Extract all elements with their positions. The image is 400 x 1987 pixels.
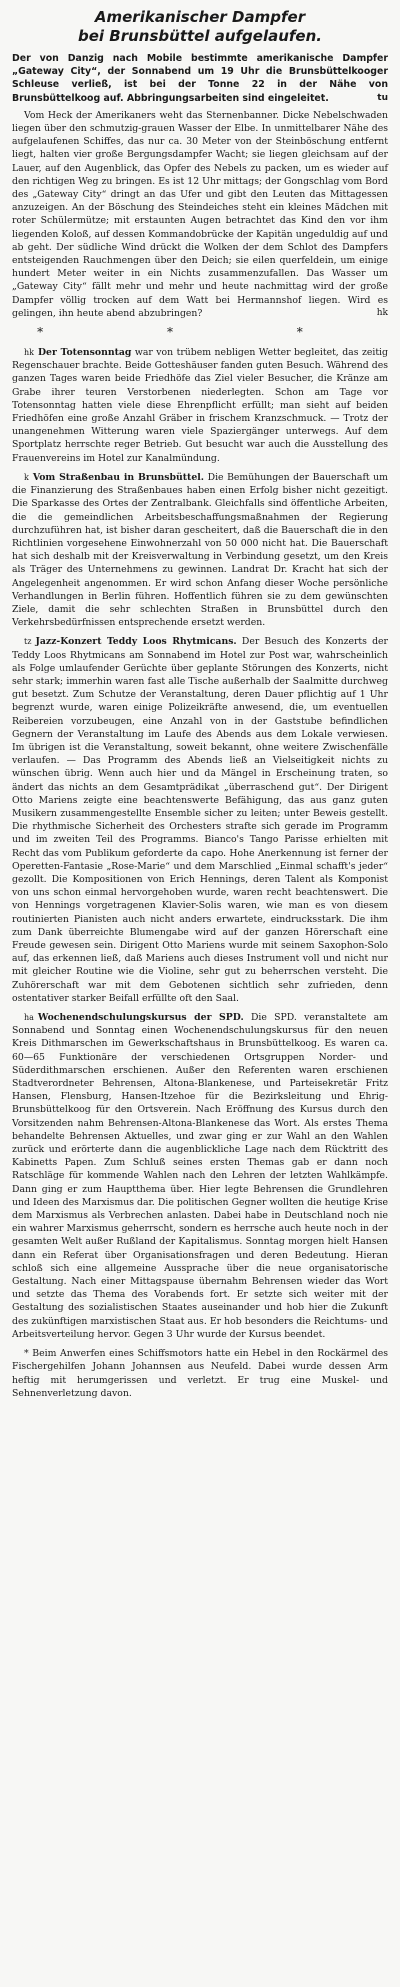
section-spd-kursus (12, 1011, 388, 1341)
article-title-line2: bei Brunsbüttel aufgelaufen. (78, 27, 322, 45)
article-body (12, 109, 388, 320)
article-body-sign: hk (376, 307, 388, 318)
section-schiffsmotor (12, 1347, 388, 1400)
section-heading: Jazz-Konzert Teddy Loos Rhytmicans. (35, 636, 237, 648)
article-body-text: Vom Heck der Amerikaners weht das Sternenbanner. Dicke Nebelschwaden liegen über den schmutzig-grauen Wasser der Elbe. In unmittelbarer Nähe des aufgelaufenen Schiffes, das nur ca. 30 Meter von der Steinböschung entfernt liegt, halten vier große Bergungsdampfer Wacht; sie liegen gleichsam auf der Lauer, auf den Augenblick, das Opfer des Nebels zu packen, um es wieder auf den richtigen Weg zu bringen. Es ist 12 Uhr mittags; der Gongschlag vom Bord des „Gateway City“ dringt an das Ufer und gibt den Leuten das Mittagessen anzuzeigen. An der Böschung des Steindeiches steht ein kleines Mädchen mit roter Schülermütze; mit erstaunten Augen betrachtet das Kind den vor ihm liegenden Koloß, auf dessen Kommandobrücke der Kapitän ungeduldig auf und ab geht. Der südliche Wind drückt die Wolken der dem Schlot des Dampfers entsteigenden Rauchmengen über den Deich; sie eilen querfeldein, um einige hundert Meter weiter in ein Nichts zusammenzufallen. Das Wasser um „Gateway City“ fällt mehr und mehr und heute nachmittag wird der große Dampfer völlig trocken auf dem Watt bei Hermannshof liegen. Wird es gelingen, ihn heute abend abzubringen? (12, 109, 388, 319)
section-heading: Vom Straßenbau in Brunsbüttel. (32, 471, 205, 483)
section-text: Die Bemühungen der Bauerschaft um die Finanzierung des Straßenbaues haben einen Erfolg bisher nicht gezeitigt. Die Sparkasse des Ortes der Zentralbank. Gleichfalls sind öffentliche Arbeiten, die die gemeindlichen Arbeitsbeschaffungsmaßnahmen der Regierung durchzuführen hat, ist bisher daran gescheitert, daß die Bauerschaft die in den Richtlinien vorgesehene Einwohnerzahl von 50 000 nicht hat. Die Bauerschaft hat sich deshalb mit der Kreisverwaltung in Verbindung gesetzt, um den Kreis als Träger des Unternehmens zu gewinnen. Landrat Dr. Kracht hat sich der Angelegenheit angenommen. Er wird schon Anfang dieser Woche persönliche Verhandlungen in Berlin führen. Hoffentlich führen sie zu dem gewünschten Ziele, damit die sehr schlechten Straßen in Brunsbüttel durch den Verkehrsbedürfnissen entsprechende ersetzt werden. (12, 471, 388, 629)
section-tag: ha (24, 1013, 34, 1023)
article-lead (12, 52, 388, 105)
article-title-line1: Amerikanischer Dampfer (94, 8, 306, 26)
article-title (12, 8, 388, 46)
section-text: Die SPD. veranstaltete am Sonnabend und Sonntag einen Wochenendschulungskursus für den neuen Kreis Dithmarschen im Gewerkschaftshaus in Brunsbüttelkoog. Es waren ca. 60—65 Funktionäre der verschiedenen Ortsgruppen Norder- und Süderdithmarschen erschienen. Außer den Referenten waren erschienen Stadtverordneter Behrensen, Altona-Blankenese, und Parteisekretär Fritz Hansen, Flensburg, Hansen-Itzehoe für die Bezirksleitung und Ehrig-Brunsbüttelkoog für den Ortsverein. Nach Eröffnung des Kursus durch den Vorsitzenden nahm Behrensen-Altona-Blankenese das Wort. Als erstes Thema behandelte Behrensen Aktuelles, und zwar ging er zur Wahl an den Wahlen zurück und erörterte dann die augenblickliche Lage nach dem Rücktritt des Kabinetts Papen. Zum Schluß seines ersten Themas gab er dann noch Ratschläge für kommende Wahlen nach den Lehren der letzten Wahlkämpfe. Dann ging er zum Hauptthema über. Hier legte Behrensen die Grundlehren und Ideen des Marxismus dar. Die politischen Gegner wollten die heutige Krise dem Marxismus als Verbrechen anlasten. Dabei habe in Deutschland noch nie ein wahrer Marxismus geherrscht, sondern es herrsche auch heute noch in der gesamten Welt außer Rußland der Kapitalismus. Sonntag morgen hielt Hansen dann ein Referat über Organisationsfragen und deren Bedeutung. Hieran schloß sich eine allgemeine Aussprache über die neue organisatorische Gestaltung. Nach einer Mittagspause übernahm Behrensen wieder das Wort und setzte das Thema des Vorabends fort. Er setzte sich weiter mit der Gestaltung des sozialistischen Staates auseinander und hob hier die Zukunft des zukünftigen marxistischen Staat aus. Er hob besonders die Reichtums- und Arbeitsverteilung hervor. Gegen 3 Uhr wurde der Kursus beendet. (12, 1012, 388, 1340)
section-heading: Der Totensonntag (38, 347, 132, 359)
section-strassenbau (12, 471, 388, 629)
section-tag: hk (24, 348, 34, 358)
section-text: * Beim Anwerfen eines Schiffsmotors hatte ein Hebel in den Rockärmel des Fischergehilfen Johann Johannsen aus Neufeld. Dabei wurde dessen Arm heftig mit herumgerissen und verletzt. Er trug eine Muskel- und Sehnenverletzung davon. (12, 1348, 388, 1399)
section-divider: * * * (37, 325, 363, 340)
section-totensonntag (12, 346, 388, 465)
section-tag: tz (24, 637, 32, 647)
section-heading: Wochenendschulungskursus der SPD. (37, 1012, 244, 1024)
section-jazz-konzert (12, 635, 388, 1005)
section-tag: k (24, 472, 29, 482)
article-lead-text: Der von Danzig nach Mobile bestimmte amerikanische Dampfer „Gateway City“, der Sonnabend um 19 Uhr die Brunsbüttelkooger Schleuse verließ, ist bei der Tonne 22 in der Nähe von Brunsbüttelkoog auf. Abbringungsarbeiten sind eingeleitet. (12, 53, 388, 104)
section-text: war von trübem nebligen Wetter begleitet, das zeitig Regenschauer brachte. Beide Gotteshäuser fanden guten Besuch. Während des ganzen Tages waren beide Friedhöfe das Ziel vieler Besucher, die Kränze am Grabe ihrer teuren Verstorbenen niederlegten. Schon am Tage vor Totensonntag hatten viele diese Ehrenpflicht erfüllt; man sieht auf beiden Friedhöfen eine große Anzahl Gräber in frischem Kranzschmuck. — Trotz der unangenehmen Witterung waren viele Spaziergänger unterwegs. Auf dem Sportplatz herrschte reger Betrieb. Gut besucht war auch die Ausstellung des Frauenvereins im Hotel zur Kanalmündung. (12, 347, 388, 464)
article-lead-sign: tu (377, 92, 388, 103)
section-text: Der Besuch des Konzerts der Teddy Loos Rhytmicans am Sonnabend im Hotel zur Post war, wahrscheinlich als Folge umlaufender Gerüchte über geplante Störungen des Konzerts, nicht sehr stark; immerhin waren fast alle Tische außerhalb der Saalmitte durchweg gut besetzt. Zum Schutze der Veranstaltung, deren Dauer pflichtig auf 1 Uhr begrenzt wurde, waren einige Polizeikräfte anwesend, die, um eventuellen Reibereien vorzubeugen, eine Anzahl von in der Gaststube befindlichen Gegnern der Veranstaltung im Laufe des Abends aus dem Lokale verwiesen. Im übrigen ist die Veranstaltung, soweit bekannt, ohne weitere Zwischenfälle verlaufen. — Das Programm des Abends ließ an Vielseitigkeit nichts zu wünschen übrig. Wenn auch hier und da Mängel in Erscheinung traten, so ändert das nichts an dem Gesamtprädikat „überraschend gut“. Der Dirigent Otto Mariens zeigte eine beachtenswerte Befähigung, das aus ganz guten Musikern zusammengestellte Ensemble sicher zu leiten; unter Beweis gestellt. Die rhythmische Sicherheit des Orchesters strafte sich gerade im Programm und im zweiten Teil des Programms. Bianco's Tango Parisse erhielten mit Recht das vom Publikum geforderte da capo. Hohe Anerkennung ist ferner der Operetten-Fantasie „Rose-Marie“ und dem Marschlied „Einmal schafft's jeder“ gezollt. Die Kompositionen von Erich Hennings, deren Talent als Komponist von uns schon einmal hervorgehoben wurde, waren recht beachtenswert. Die von Hennings vorgetragenen Klavier-Solis waren, wie man es von diesem routinierten Pianisten auch nicht anders erwartete, eindrucksstark. Die ihm zum Dank überreichte Blumengabe wird auf der ganzen Hörerschaft eine Freude gewesen sein. Dirigent Otto Mariens wurde mit seinem Saxophon-Solo auf, das erkennen ließ, daß Mariens auch dieses Instrument voll und nicht nur mit gleicher Routine wie die Violine, sehr gut zu beherrschen versteht. Die Zuhörerschaft war mit dem Gebotenen sichtlich sehr zufrieden, denn ostentativer starker Beifall erfüllte oft den Saal. (12, 636, 388, 1004)
